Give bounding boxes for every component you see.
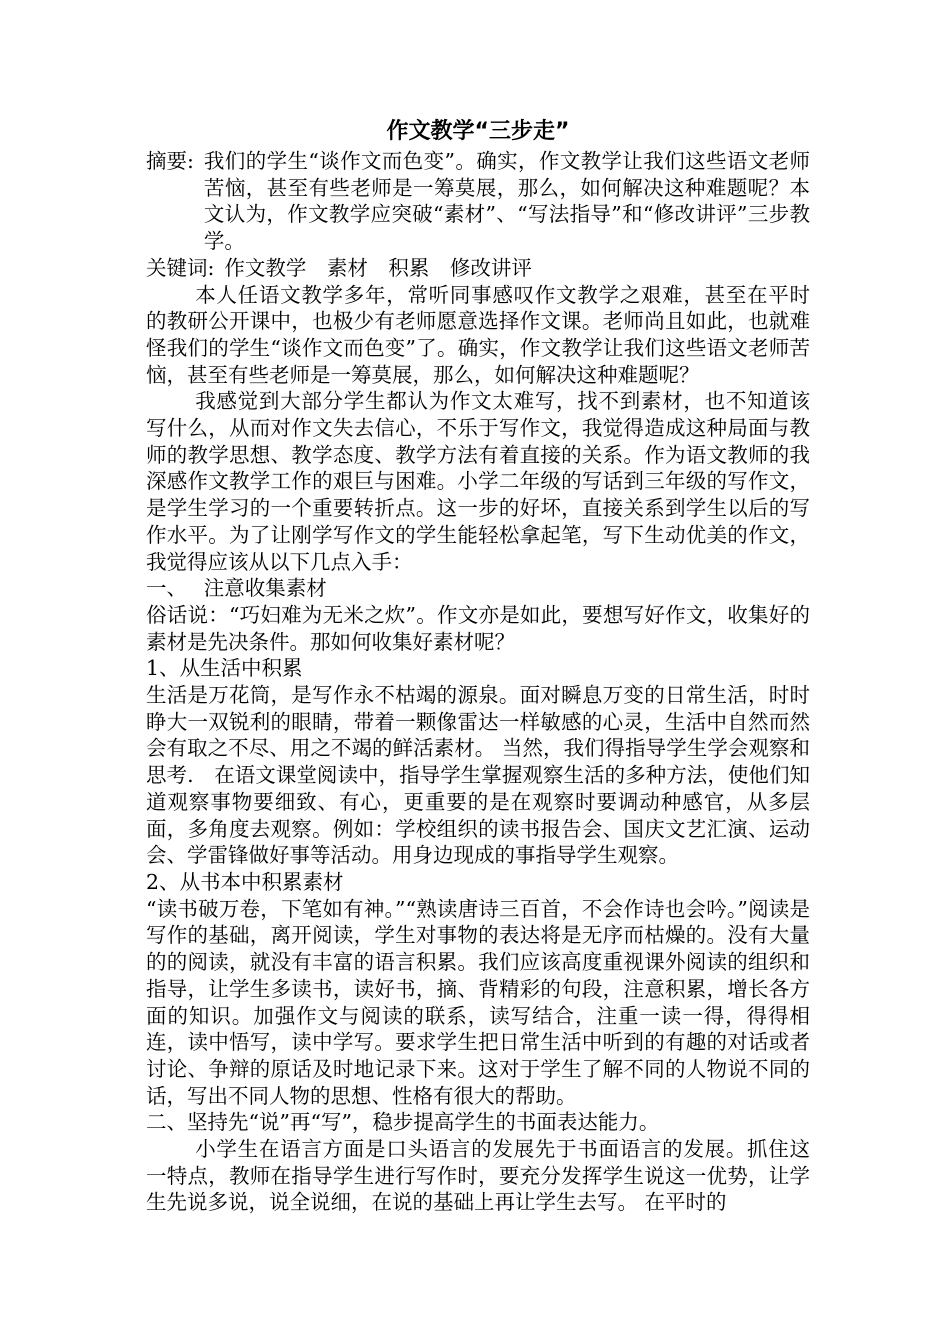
subsection-1-text: 生活是万花筒，是写作永不枯竭的源泉。面对瞬息万变的日常生活，时时睁大一双锐利的眼睛，带着一颗像雷达一样敏感的心灵，生活中自然而然会有取之不尽、用之不竭的鲜活素材。 当然，我们得指导学生学会观察和思考. 在语文课堂阅读中，指导学生掌握观察生活的多种方法，使他们知道观察事物要细致、有心，更重要的是在观察时要调动种感官，从多层面，多角度去观察。例如：学校组织的读书报告会、国庆文艺汇演、运动会、学雷锋做好事等活动。用身边现成的事指导学生观察。 — [146, 683, 810, 868]
intro-paragraph-2: 我感觉到大部分学生都认为作文太难写，找不到素材，也不知道该写什么，从而对作文失去信心，不乐于写作文，我觉得造成这种局面与教师的教学思想、教学态度、教学方法有着直接的关系。作为语文教师的我深感作文教学工作的艰巨与困难。小学二年级的写话到三年级的写作文，是学生学习的一个重要转折点。这一步的好坏，直接关系到学生以后的写作水平。为了让刚学写作文的学生能轻松拿起笔，写下生动优美的作文，我觉得应该从以下几点入手： — [146, 389, 810, 574]
section-1-intro: 俗话说：“巧妇难为无米之炊”。作文亦是如此，要想写好作文，收集好的素材是先决条件。那如何收集好素材呢？ — [146, 602, 810, 654]
subsection-2-heading: 2、从书本中积累素材 — [146, 869, 344, 894]
document-title: 作文教学“三步走” — [386, 119, 570, 144]
subsection-1-heading: 1、从生活中积累 — [146, 656, 303, 681]
section-2-heading: 二、坚持先“说”再“写”，稳步提高学生的书面表达能力。 — [146, 1110, 660, 1135]
section-2-text: 小学生在语言方面是口头语言的发展先于书面语言的发展。抓住这一特点，教师在指导学生进行写作时，要充分发挥学生说这一优势，让学生先说多说，说全说细，在说的基础上再让学生去写。 在平时的 — [146, 1137, 810, 1215]
abstract-label: 摘要: — [146, 149, 194, 173]
keywords-block — [146, 255, 810, 282]
keywords-label: 关键词: — [146, 255, 215, 280]
abstract-block — [146, 148, 810, 255]
intro-paragraph-1: 本人任语文教学多年，常听同事感叹作文教学之艰难，甚至在平时的教研公开课中，也极少有老师愿意选择作文课。老师尚且如此，也就难怪我们的学生“谈作文而色变”了。确实，作文教学让我们这些语文老师苦恼，甚至有些老师是一筹莫展，那么，如何解决这种难题呢？ — [146, 282, 810, 387]
abstract-text: 我们的学生“谈作文而色变”。确实，作文教学让我们这些语文老师苦恼，甚至有些老师是一筹莫展，那么，如何解决这种难题呢？本文认为，作文教学应突破“素材”、“写法指导”和“修改讲评”三步教学。 — [203, 149, 810, 254]
subsection-2-text: “读书破万卷，下笔如有神。”“熟读唐诗三百首，不会作诗也会吟。”阅读是写作的基础，离开阅读，学生对事物的表达将是无序而枯燥的。没有大量的的阅读，就没有丰富的语言积累。我们应该高度重视课外阅读的组织和指导，让学生多读书，读好书，摘、背精彩的句段，注意积累，增长各方面的知识。加强作文与阅读的联系，读写结合，注重一读一得，得得相连，读中悟写，读中学写。要求学生把日常生活中听到的有趣的对话或者讨论、争辩的原话及时地记录下来。这对于学生了解不同的人物说不同的话，写出不同人物的思想、性格有很大的帮助。 — [146, 896, 810, 1108]
keywords-text: 作文教学 素材 积累 修改讲评 — [224, 255, 532, 280]
section-1-heading: 一、 注意收集素材 — [146, 576, 327, 601]
